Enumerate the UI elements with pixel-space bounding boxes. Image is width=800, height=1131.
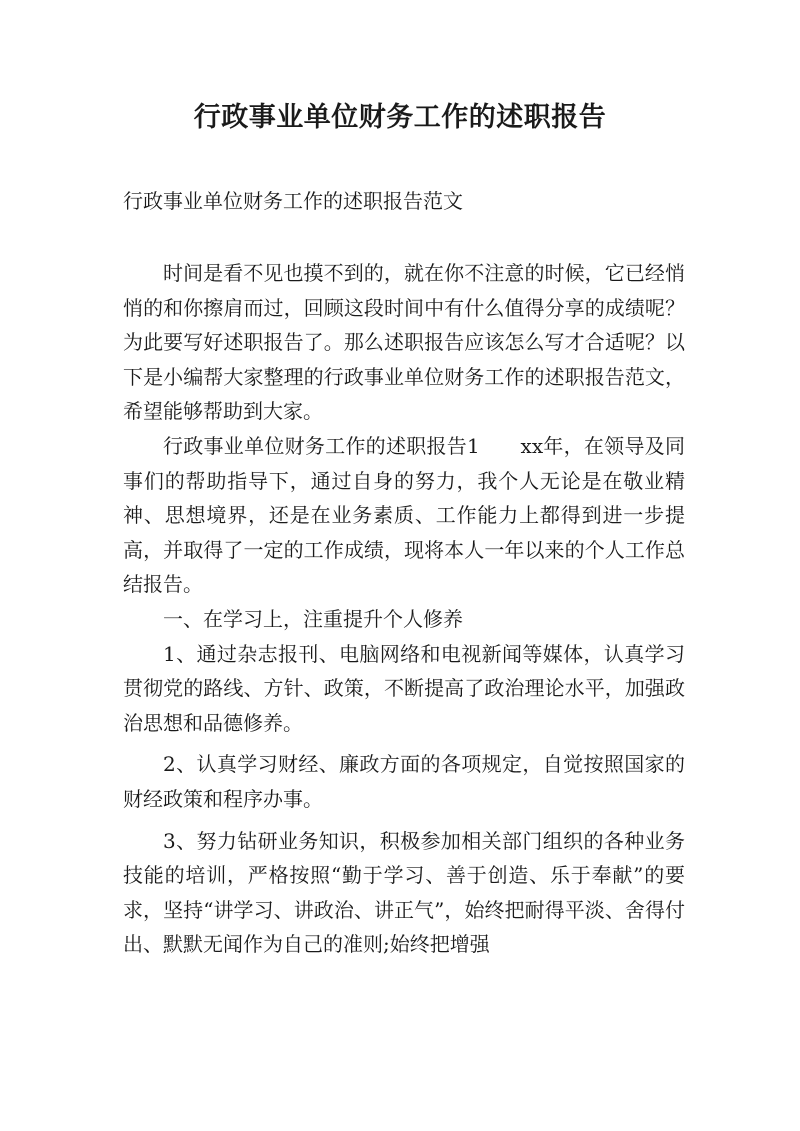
list-item-1: 1、通过杂志报刊、电脑网络和电视新闻等媒体，认真学习贯彻党的路线、方针、政策，不断提高了政治理论水平，加强政治思想和品德修养。 bbox=[123, 641, 685, 735]
document-body bbox=[123, 256, 685, 962]
section-heading: 一、在学习上，注重提升个人修养 bbox=[163, 606, 463, 631]
list-item-2: 2、认真学习财经、廉政方面的各项规定，自觉按照国家的财经政策和程序办事。 bbox=[123, 752, 685, 811]
document-subtitle: 行政事业单位财务工作的述职报告范文 bbox=[123, 189, 463, 213]
document-title: 行政事业单位财务工作的述职报告 bbox=[193, 102, 607, 133]
report-opening-paragraph: 行政事业单位财务工作的述职报告1 xx年，在领导及同事们的帮助指导下，通过自身的努力，我个人无论是在敬业精神、思想境界，还是在业务素质、工作能力上都得到进一步提高，并取得了一定的工作成绩，现将本人一年以来的个人工作总结报告。 bbox=[123, 433, 685, 597]
intro-paragraph: 时间是看不见也摸不到的，就在你不注意的时候，它已经悄悄的和你擦肩而过，回顾这段时间中有什么值得分享的成绩呢？为此要写好述职报告了。那么述职报告应该怎么写才合适呢？以下是小编帮大家整理的行政事业单位财务工作的述职报告范文，希望能够帮助到大家。 bbox=[123, 261, 685, 424]
list-item-3: 3、努力钻研业务知识，积极参加相关部门组织的各种业务技能的培训，严格按照“勤于学习、善于创造、乐于奉献”的要求，坚持“讲学习、讲政治、讲正气”，始终把耐得平淡、舍得付出、默默无闻作为自己的准则;始终把增强 bbox=[123, 828, 685, 957]
